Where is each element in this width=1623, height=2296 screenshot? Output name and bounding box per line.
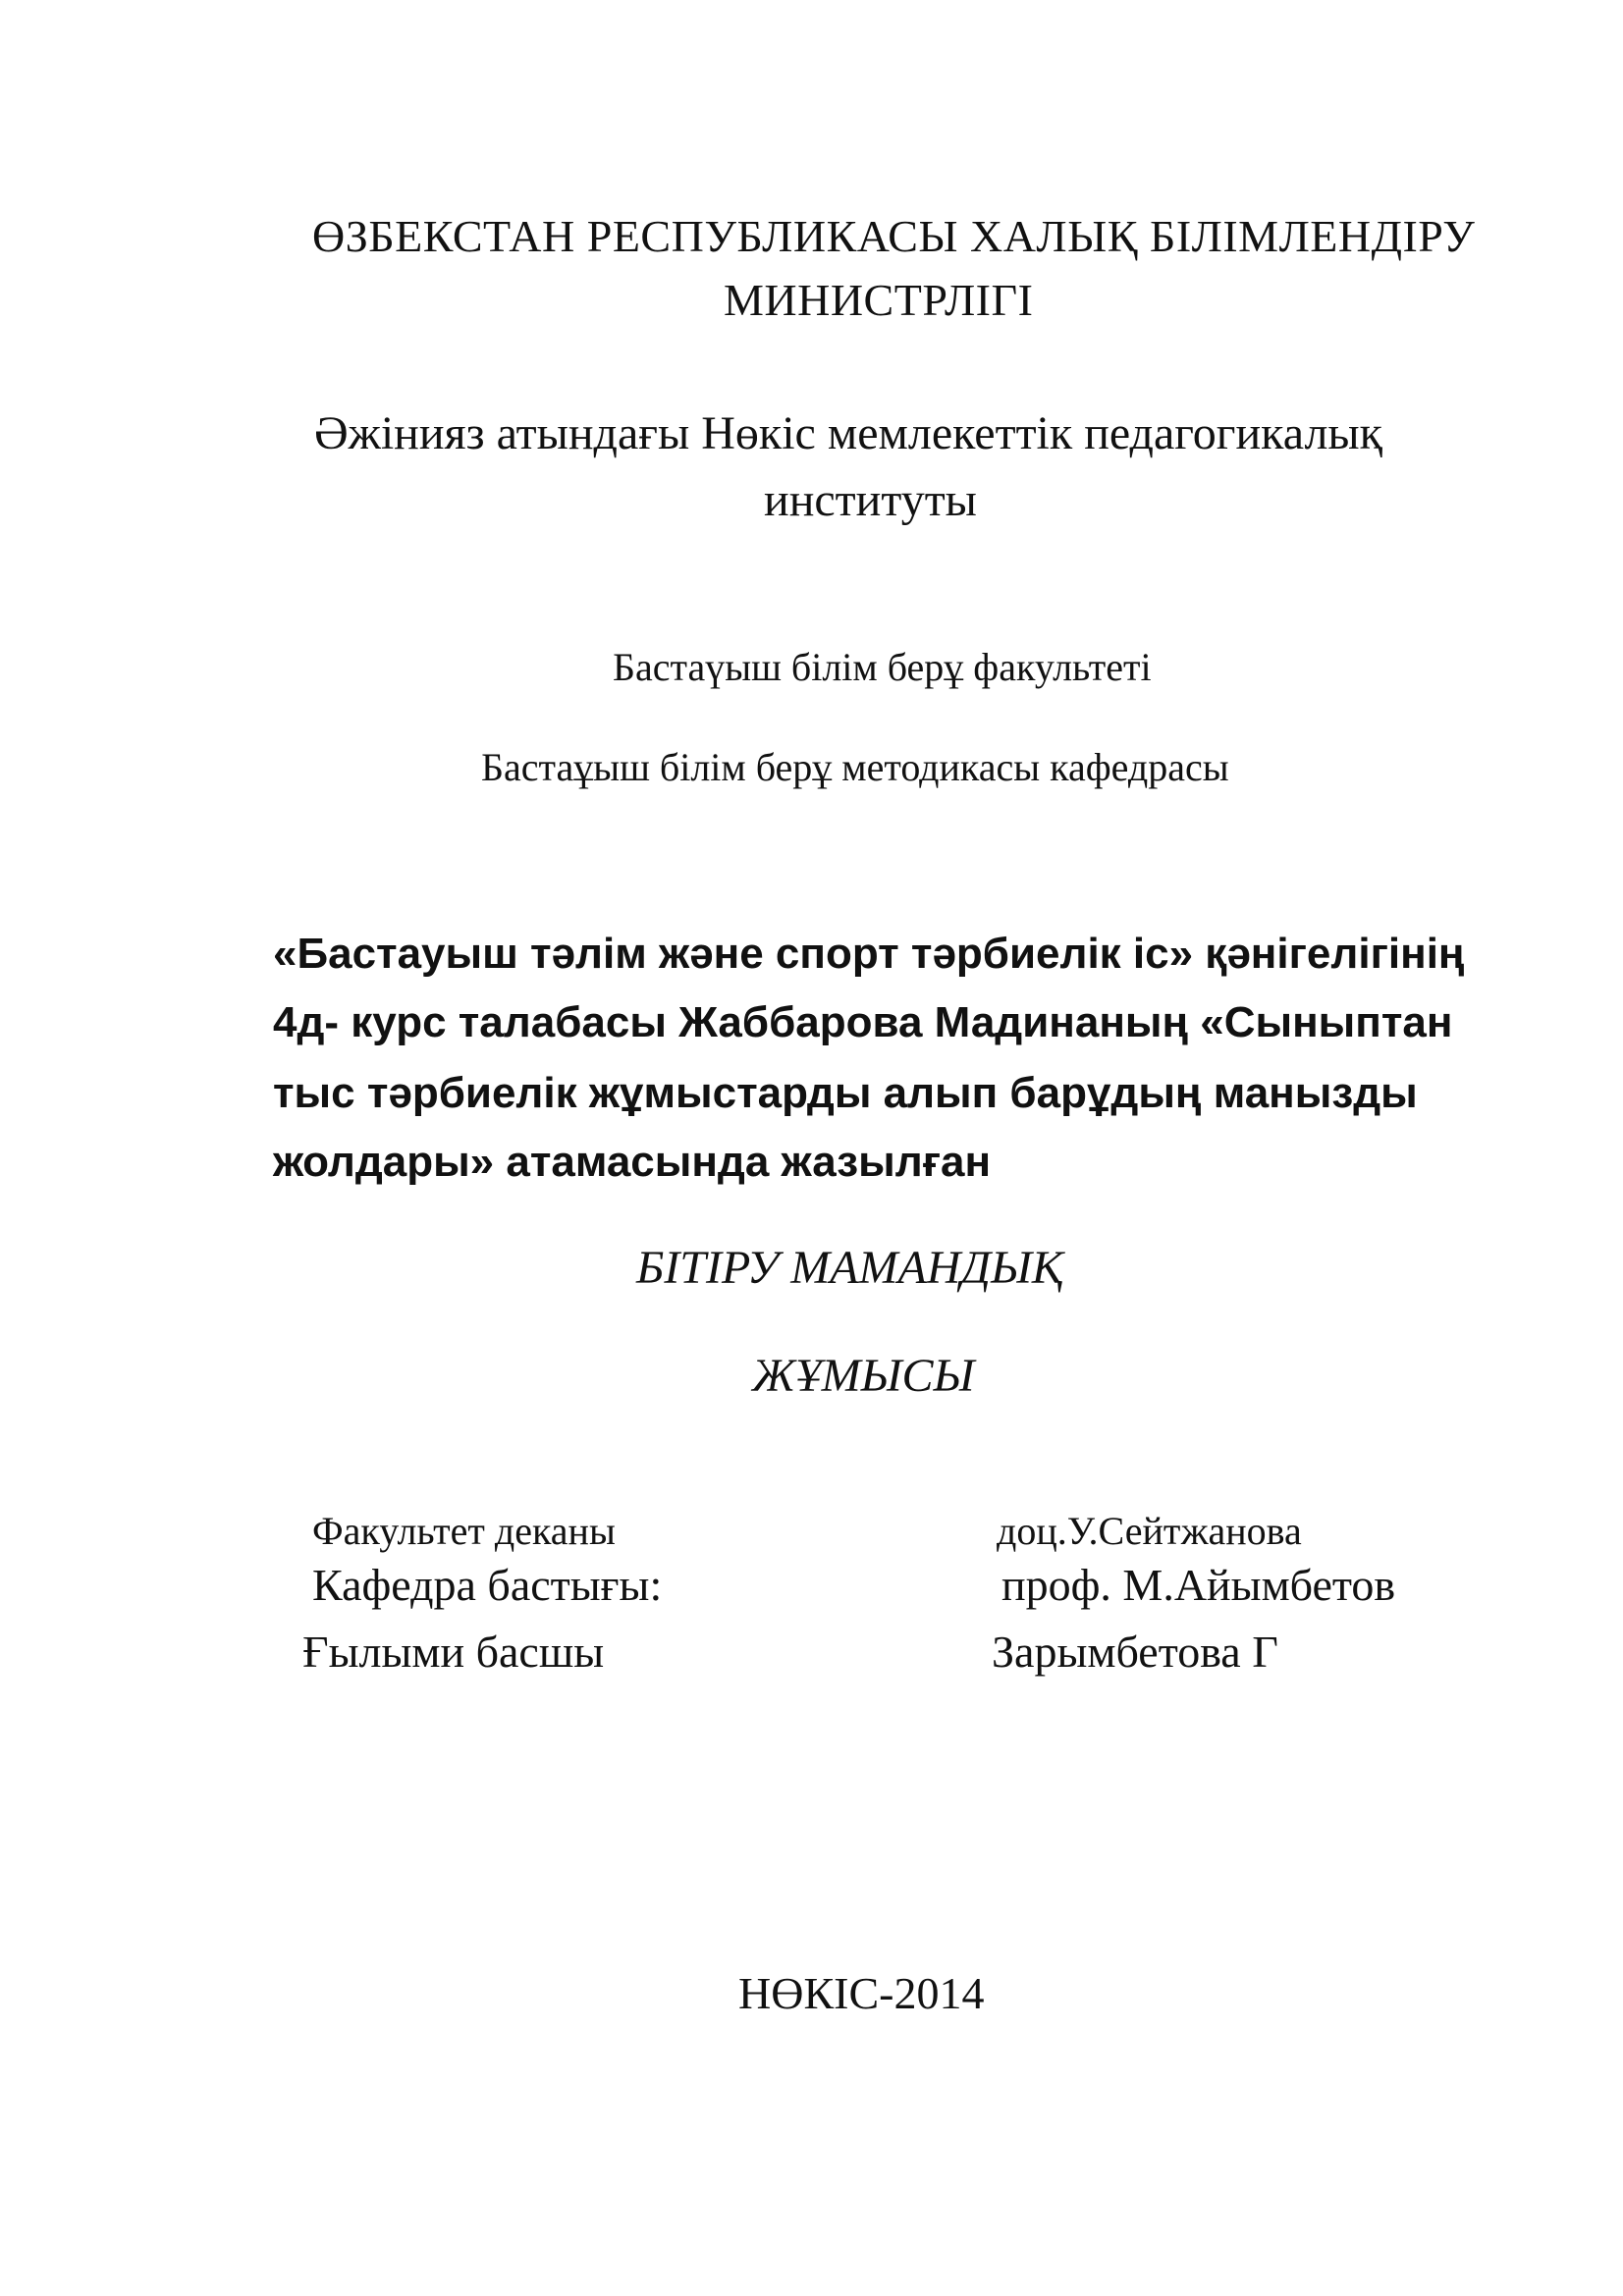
signature-role-head: Кафедра бастығы: <box>312 1560 663 1610</box>
work-title-line2: ЖҰМЫСЫ <box>752 1350 975 1402</box>
signature-name-dean: доц.У.Сейтжанова <box>997 1509 1302 1553</box>
topic-line2: 4д- курс талабасы Жаббарова Мадинаның «Сыныптан <box>273 998 1453 1046</box>
topic-line3: тыс тәрбиелік жұмыстарды алып барұдың манызды <box>273 1069 1418 1117</box>
institute-name-line1: Әжінияз атындағы Нөкіс мемлекеттік педагогикалық <box>314 407 1382 459</box>
topic-line1: «Бастауыш тәлім және спорт тәрбиелік іс» қәнігелігінің <box>273 930 1465 978</box>
ministry-title-line2: МИНИСТРЛІГІ <box>724 275 1034 325</box>
signature-role-supervisor: Ғылыми басшы <box>302 1627 605 1677</box>
faculty-name: Бастаүыш білім берұ факультеті <box>613 645 1152 689</box>
department-name: Бастаұыш білім берұ методикасы кафедрасы <box>481 745 1229 789</box>
work-title-line1: БІТІРУ МАМАНДЫҚ <box>636 1242 1063 1294</box>
topic-line4: жолдары» атамасында жазылған <box>273 1138 992 1186</box>
signature-role-dean: Факультет деканы <box>312 1509 616 1553</box>
ministry-title-line1: ӨЗБЕКСТАН РЕСПУБЛИКАСЫ ХАЛЫҚ БІЛІМЛЕНДІРУ <box>312 211 1476 261</box>
signature-name-supervisor: Зарымбетова Г <box>992 1627 1278 1677</box>
institute-name-line2: институты <box>764 474 977 526</box>
signature-name-head: проф. М.Айымбетов <box>1001 1560 1396 1610</box>
city-year: НӨКІС-2014 <box>738 1968 985 2018</box>
